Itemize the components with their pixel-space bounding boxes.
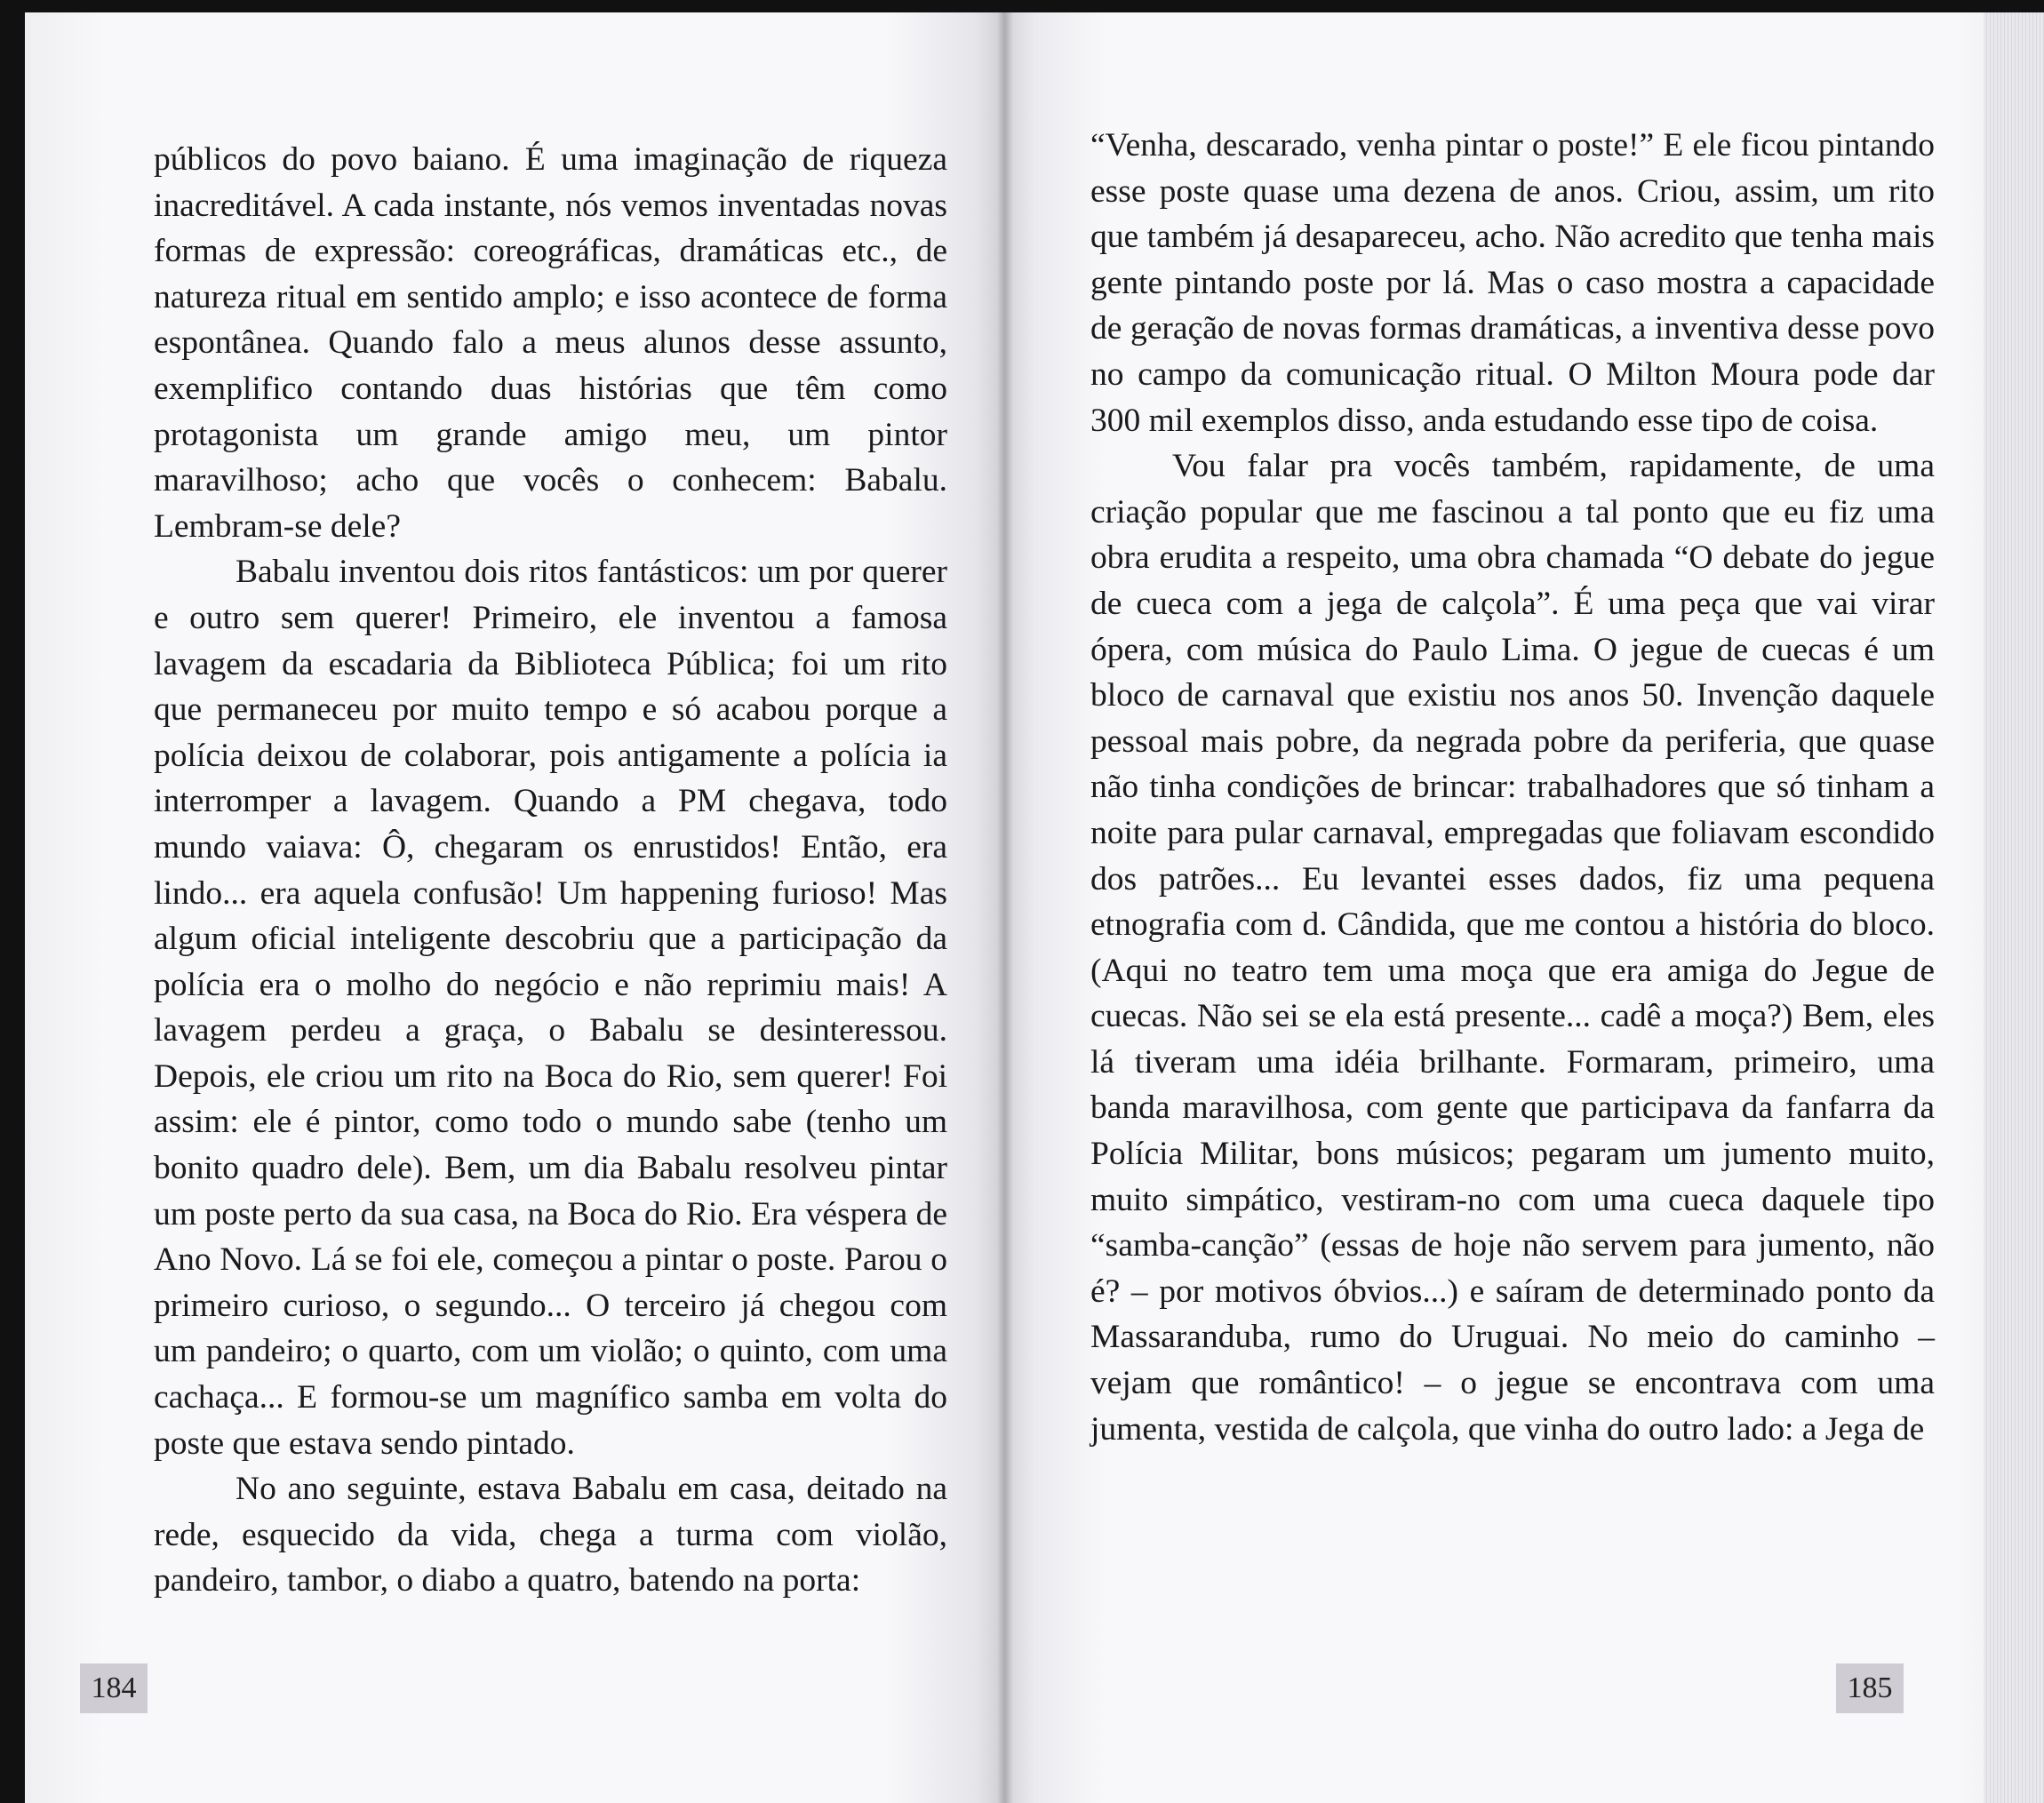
right-page-number: 185 (1836, 1663, 1904, 1713)
right-page (1004, 12, 2017, 1803)
left-page-text (154, 137, 947, 1604)
page-edges (1984, 12, 2044, 1803)
right-paragraph-2: Vou falar pra vocês também, rapidamente, de uma criação popular que me fascinou a tal ponto que eu fiz uma obra erudita a respeito, uma obra chamada “O debate do jegue de cueca com a jega de calçola”. É uma peça que vai virar ópera, com música do Paulo Lima. O jegue de cuecas é um bloco de carnaval que existiu nos anos 50. Invenção daquele pessoal mais pobre, da negrada pobre da periferia, que quase não tinha condições de brincar: trabalhadores que só tinham a noite para pular carnaval, empregadas que foliavam escondido dos patrões... Eu levantei esses dados, fiz uma pequena etnografia com d. Cândida, que me contou a história do bloco. (Aqui no teatro tem uma moça que era amiga do Jegue de cuecas. Não sei se ela está presente... cadê a moça?) Bem, eles lá tiveram uma idéia brilhante. Formaram, primeiro, uma banda maravilhosa, com gente que participava da fanfarra da Polícia Militar, bons músicos; pegaram um jumento muito, muito simpático, vestiram-no com uma cueca daquele tipo “samba-canção” (essas de hoje não servem para jumento, não é? – por motivos óbvios...) e saíram de determinado ponto da Massaranduba, rumo do Uruguai. No meio do caminho – vejam que romântico! – o jegue se encontrava com uma jumenta, vestida de calçola, que vinha do outro lado: a Jega de (1090, 448, 1935, 1448)
right-paragraph-1: “Venha, descarado, venha pintar o poste!” E ele ficou pintando esse poste quase uma dezena de anos. Criou, assim, um rito que também já desapareceu, acho. Não acredito que tenha mais gente pintando poste por lá. Mas o caso mostra a capacidade de geração de novas formas dramáticas, a inventiva desse povo no campo da comunicação ritual. O Milton Moura pode dar 300 mil exemplos disso, anda estudando esse tipo de coisa. (1090, 127, 1935, 439)
left-page (25, 12, 1004, 1803)
left-paragraph-3: No ano seguinte, estava Babalu em casa, deitado na rede, esquecido da vida, chega a turma com violão, pandeiro, tambor, o diabo a quatro, batendo na porta: (154, 1471, 947, 1600)
right-page-text (1090, 123, 1935, 1452)
left-page-number: 184 (80, 1663, 148, 1713)
left-paragraph-1: públicos do povo baiano. É uma imaginação de riqueza inacreditável. A cada instante, nós vemos inventadas novas formas de expressão: coreográficas, dramáticas etc., de natureza ritual em sentido amplo; e isso acontece de forma espontânea. Quando falo a meus alunos desse assunto, exemplifico contando duas histórias que têm como protagonista um grande amigo meu, um pintor maravilhoso; acho que vocês o conhecem: Babalu. Lembram-se dele? (154, 141, 947, 545)
left-paragraph-2: Babalu inventou dois ritos fantásticos: um por querer e outro sem querer! Primeiro, ele inventou a famosa lavagem da escadaria da Biblioteca Pública; foi um rito que permaneceu por muito tempo e só acabou porque a polícia deixou de colaborar, pois antigamente a polícia ia interromper a lavagem. Quando a PM chegava, todo mundo vaiava: Ô, chegaram os enrustidos! Então, era lindo... era aquela confusão! Um happening furioso! Mas algum oficial inteligente descobriu que a participação da polícia era o molho do negócio e não reprimiu mais! A lavagem perdeu a graça, o Babalu se desinteressou. Depois, ele criou um rito na Boca do Rio, sem querer! Foi assim: ele é pintor, como todo o mundo sabe (tenho um bonito quadro dele). Bem, um dia Babalu resolveu pintar um poste perto da sua casa, na Boca do Rio. Era véspera de Ano Novo. Lá se foi ele, começou a pintar o poste. Parou o primeiro curioso, o segundo... O terceiro já chegou com um pandeiro; o quarto, com um violão; o quinto, com uma cachaça... E formou-se um magnífico samba em volta do poste que estava sendo pintado. (154, 554, 947, 1462)
book-gutter (997, 12, 1013, 1803)
